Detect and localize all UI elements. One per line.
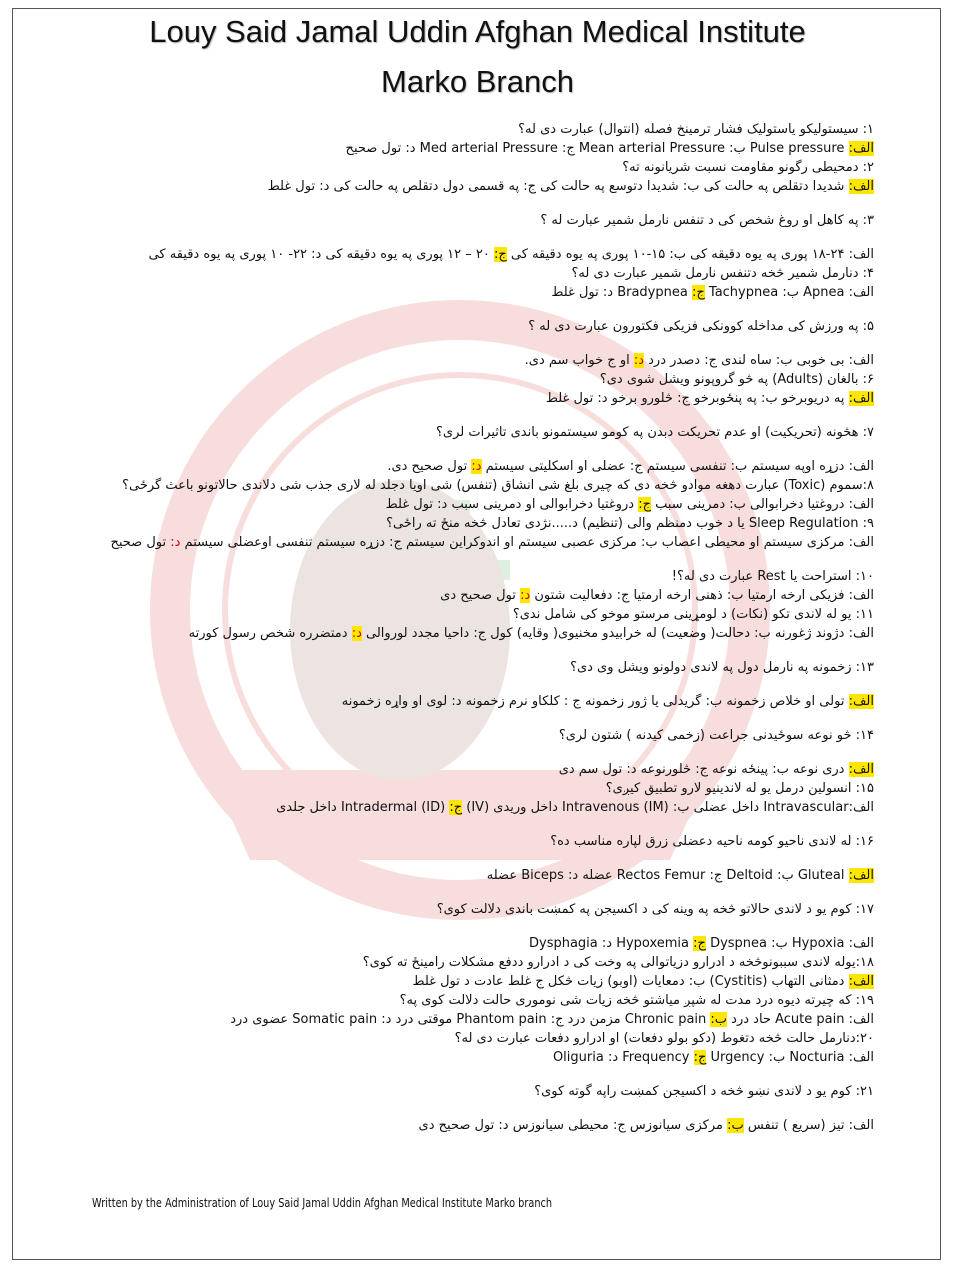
- question-line: [128, 120, 874, 139]
- spacer: [128, 302, 874, 317]
- answer-highlight: ب:: [710, 1012, 728, 1027]
- line-text: الف: بی خوبی ب: ساه لندی ج: دصدر درد: [644, 353, 874, 368]
- line-text: ۱۸:یوله لاندی سببونوڅخه د ادرارو دزیاتوالی په وخت کی د ادرارو ددفع مشکلات رامینځ ته کوی؟: [362, 955, 874, 970]
- answer-highlight: ج:: [638, 497, 651, 512]
- line-text: ۱۷: کوم یو د لاندی حالاتو څخه په وینه کی د اکسیجن په کمښت باندی دلالت کوی؟: [436, 902, 874, 917]
- question-line: [128, 283, 874, 302]
- line-text: تول صحیح: [110, 535, 171, 550]
- footer-note: Written by the Administration of Louy Said Jamal Uddin Afghan Medical Institute Marko branch: [92, 1195, 553, 1210]
- answer-highlight: ج:: [449, 800, 463, 815]
- line-text: الف: Hypoxia ب: Dyspnea: [705, 936, 874, 951]
- spacer: [128, 1067, 874, 1082]
- answer-highlight: د:: [351, 626, 362, 641]
- line-text: الف: Nocturia ب: Urgency: [706, 1050, 874, 1065]
- question-line: [128, 624, 874, 643]
- line-text: Pulse pressure ب: Mean arterial Pressure ج: Med arterial Pressure د: تول صحیح: [345, 141, 849, 156]
- question-line: [128, 457, 874, 476]
- answer-highlight: د:: [471, 459, 482, 474]
- line-text: الف: Acute pain حاد درد: [727, 1012, 874, 1027]
- answer-highlight: د:: [520, 588, 531, 603]
- institute-title: Louy Said Jamal Uddin Afghan Medical Institute: [149, 14, 806, 49]
- question-line: [128, 514, 874, 533]
- spacer: [128, 1101, 874, 1116]
- line-text: ۸:سموم (Toxic) عبارت دهغه موادو څخه دی که چیری بلغ شی انشاق (تنفس) شی اویا دجلد له لاری جذب شی دلاندی حالاتونو باعث گرځی؟: [122, 478, 874, 493]
- spacer: [128, 745, 874, 760]
- spacer: [128, 851, 874, 866]
- line-text: الف: فزیکی ارخه ارمتیا ب: ذهنی ارخه ارمتیا ج: دفعالیت شتون: [530, 588, 874, 603]
- line-text: الف: Apnea ب: Tachypnea: [704, 285, 874, 300]
- line-text: Frequency د: Oliguria: [552, 1050, 694, 1065]
- spacer: [128, 677, 874, 692]
- question-line: [128, 1010, 874, 1029]
- spacer: [128, 336, 874, 351]
- answer-highlight: ب:: [727, 1118, 744, 1133]
- line-text: مرکزی سیانوزس ج: محیطی سیانوزس د: تول صحیح دی: [418, 1118, 728, 1133]
- line-text: ۹: Sleep Regulation یا د خوب دمنظم والی (تنظیم) د.....نژدی تعادل څخه منځ ته راځی؟: [386, 516, 874, 531]
- answer-highlight: الف:: [848, 868, 874, 883]
- line-text: ۳: په کاهل او روغ شخص کی د تنفس نارمل شمیر عبارت له ؟: [540, 213, 874, 228]
- answer-highlight: الف:: [848, 974, 874, 989]
- line-text: الف: دزړه اوپه سیستم ب: تنفسی سیستم ج: عضلی او اسکلیتی سیستم: [481, 459, 874, 474]
- question-line: [128, 317, 874, 336]
- question-line: [128, 1048, 874, 1067]
- answer-highlight: الف:: [848, 694, 874, 709]
- question-line: [128, 953, 874, 972]
- line-text: Intradermal (ID) داخل جلدی: [276, 800, 450, 815]
- answer-highlight: ج:: [693, 936, 706, 951]
- question-line: [128, 211, 874, 230]
- spacer: [128, 817, 874, 832]
- answer-highlight: ج:: [693, 1050, 707, 1065]
- line-text: Chronic pain مزمن درد ج: Phantom pain موقتی درد د: Somatic pain عضوی درد: [230, 1012, 711, 1027]
- line-text: ۶: بالغان (Adults) په څو گروپونو ویشل شوی دی؟: [599, 372, 874, 387]
- question-line: [128, 779, 874, 798]
- answer-highlight: الف:: [848, 762, 874, 777]
- question-line: [128, 139, 874, 158]
- answer-highlight: الف:: [848, 179, 874, 194]
- line-text: الف: مرکزی سیستم او محیطی اعصاب ب: مرکزی عصبی سیستم او اندوکراین سیستم ج: دزړه سیستم تنفسی اوعضلی سیستم: [180, 535, 874, 550]
- line-text: په دریوبرخو ب: په پنځوبرخو ج: څلورو برخو د: تول غلط: [545, 391, 849, 406]
- line-text: ۱: سیستولیکو یاستولیک فشار ترمینخ فصله (انتوال) عبارت دی له؟: [518, 122, 874, 137]
- line-text: دری نوعه ب: پینځه نوعه ج: څلورنوعه د: تول سم دی: [558, 762, 849, 777]
- line-text: شدیدا دتقلص په حالت کی ب: شدیدا دتوسع په حالت کی ج: په قسمی دول دتقلص په حالت کی د: تول غلط: [267, 179, 849, 194]
- question-line: [128, 658, 874, 677]
- question-line: [128, 900, 874, 919]
- spacer: [128, 919, 874, 934]
- line-text: ۱۳: زخمونه په نارمل دول په لاندی دولونو ویشل وی دی؟: [570, 660, 874, 675]
- line-text: Bradypnea د: تول غلط: [551, 285, 692, 300]
- question-line: [128, 760, 874, 779]
- line-text: ۱۴: څو نوعه سوځیدنی جراعت (زخمی کیدنه ) شتون لری؟: [558, 728, 874, 743]
- line-text: ۱۹: که چیرته دیوه درد مدت له شپږ میاشتو څخه زیات شی نوموری حالت دلالت کوی په؟: [399, 993, 874, 1008]
- line-text: Hypoxemia د: Dysphagia: [529, 936, 694, 951]
- question-line: [128, 567, 874, 586]
- question-line: [128, 351, 874, 370]
- line-text: دروغتیا دخرابوالی او دمرینی سبب د: تول غلط: [385, 497, 639, 512]
- question-line: [128, 245, 874, 264]
- answer-highlight: ج:: [691, 285, 705, 300]
- question-line: [110, 533, 874, 552]
- line-text: ۲۰:دنارمل حالت څخه دتغوط (دکو بولو دفعات) او ادرارو دفعات عبارت دی له؟: [454, 1031, 874, 1046]
- line-text: ۷: هڅونه (تحریکیت) او عدم تحریکت دبدن په کومو سیستمونو باندی تاثیرات لری؟: [436, 425, 874, 440]
- question-line: [128, 1082, 874, 1101]
- answer-highlight: الف:: [848, 141, 874, 156]
- question-line: [128, 991, 874, 1010]
- line-text: ۱۶: له لاندی ناحیو کومه ناحیه دعضلی زرق لپاره مناسب ده؟: [550, 834, 874, 849]
- line-text: ۱۰: استراحت یا Rest عبارت دی له؟!: [671, 569, 874, 584]
- question-line: [128, 586, 874, 605]
- question-line: [128, 158, 874, 177]
- question-line: [128, 972, 874, 991]
- question-line: [128, 726, 874, 745]
- line-text: ۴: دنارمل شمیر څخه دتنفس نارمل شمیر عبارت دی له؟: [571, 266, 874, 281]
- spacer: [128, 643, 874, 658]
- line-text: دمتضرره شخص رسول کورته: [188, 626, 352, 641]
- question-line: [128, 264, 874, 283]
- branch-title: Marko Branch: [381, 64, 574, 99]
- line-text: الف:Intravascular داخل عضلی ب: (IM) Intravenous داخل وریدی (IV): [462, 800, 874, 815]
- spacer: [128, 552, 874, 567]
- question-line: [128, 370, 874, 389]
- line-text: ۲: دمحیطی رگونو مقاومت نسبت شریانونه ته؟: [622, 160, 874, 175]
- question-line: [128, 177, 874, 196]
- line-text: تول صحیح دی.: [387, 459, 472, 474]
- line-text: دمثانی التهاب (Cystitis) ب: دمعایات (اوبو) زیات څکل ج غلط عادت د تول غلط: [412, 974, 849, 989]
- question-line: [128, 495, 874, 514]
- spacer: [128, 230, 874, 245]
- question-line: [128, 692, 874, 711]
- line-text: ۲۱: کوم یو د لاندی نښو څخه د اکسیجن کمښت راپه گوته کوی؟: [534, 1084, 874, 1099]
- question-line: [128, 389, 874, 408]
- line-text: د:: [170, 535, 181, 550]
- question-line: [128, 1029, 874, 1048]
- line-text: تول صحیح دی: [440, 588, 521, 603]
- answer-highlight: ج:: [494, 247, 507, 262]
- question-line: [128, 605, 874, 624]
- question-line: [128, 832, 874, 851]
- answer-highlight: د:: [633, 353, 645, 368]
- line-text: ۱۱: یو له لاندی تکو (نکات) د لومړینی مرستو موخو کی شامل ندی؟: [512, 607, 874, 622]
- question-line: [128, 423, 874, 442]
- line-text: الف: دژوند ژغورنه ب: دحالت( وضعیت) له خرابیدو مخنیوی( وقایه) کول ج: داحیا مجدد لوروالی: [361, 626, 874, 641]
- line-text: ۵: په ورزش کی مداخله کوونکی فزیکی فکتورون عبارت دی له ؟: [528, 319, 874, 334]
- spacer: [128, 196, 874, 211]
- line-text: تولی او خلاص زخمونه ب: گریدلی یا ژور زخمونه ج : کلکاو نرم زخمونه د: لوی او واړه زخمونه: [341, 694, 849, 709]
- spacer: [128, 885, 874, 900]
- spacer: [128, 408, 874, 423]
- line-text: ۲۰ – ۱۲ پوری په یوه دقیقه کی د: ۲۲- ۱۰ پوری په یوه دقیقه کی: [148, 247, 495, 262]
- line-text: ۱۵: انسولین درمل یو له لاندینیو لارو تطبیق کیږی؟: [605, 781, 874, 796]
- line-text: او ج خواب سم دی.: [524, 353, 634, 368]
- question-line: [128, 1116, 874, 1135]
- line-text: الف: دروغتیا دخرابوالی ب: دمرینی سبب: [650, 497, 874, 512]
- line-text: Gluteal ب: Deltoid ج: Rectos Femur عضله د: Biceps عضله: [486, 868, 849, 883]
- spacer: [128, 711, 874, 726]
- line-text: الف: تیز (سریع ) تنفس: [743, 1118, 874, 1133]
- question-line: [128, 866, 874, 885]
- question-line: [128, 934, 874, 953]
- answer-highlight: الف:: [848, 391, 874, 406]
- spacer: [128, 442, 874, 457]
- exam-questions: [110, 120, 874, 1135]
- question-line: [122, 476, 874, 495]
- line-text: الف: ۲۴-۱۸ پوری په یوه دقیقه کی ب: ۱۵-۱۰ پوری په یوه دقیقه کی: [506, 247, 874, 262]
- question-line: [128, 798, 874, 817]
